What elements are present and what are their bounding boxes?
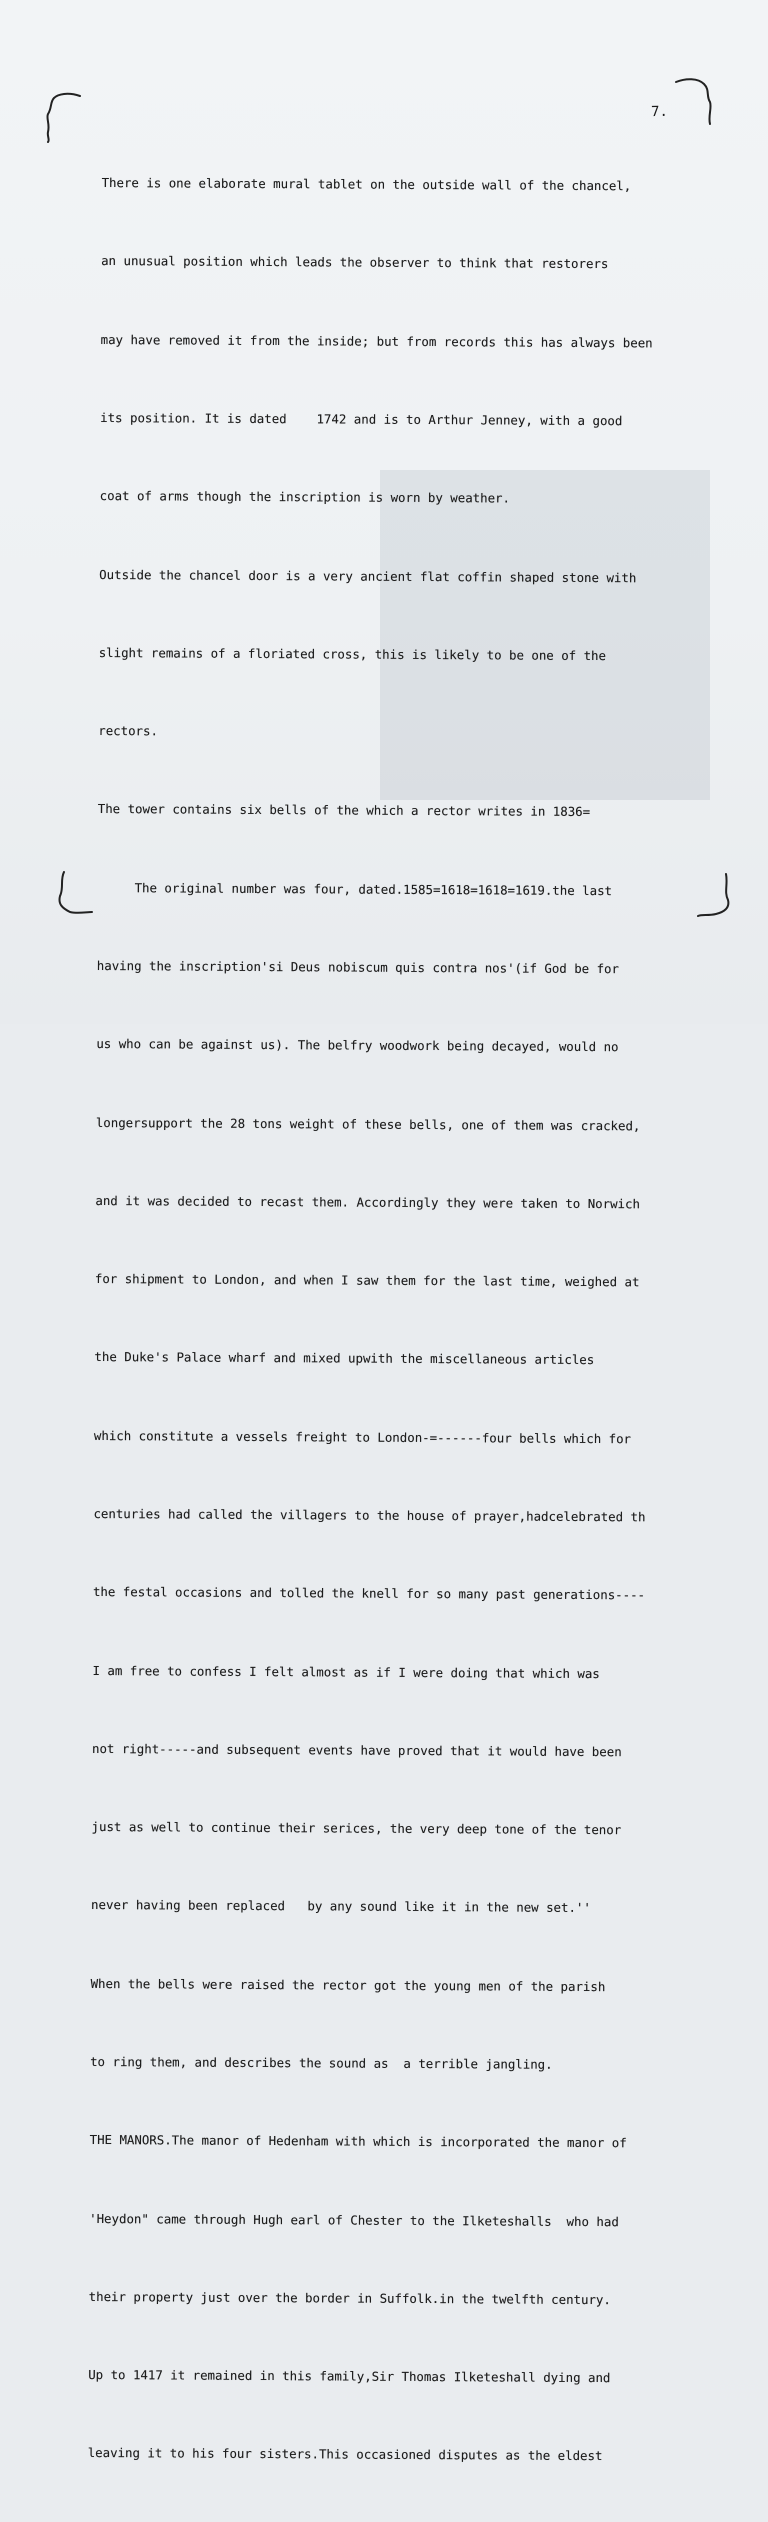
- text-line: not right-----and subsequent events have proved that it would have been: [91, 1740, 622, 1760]
- text-line: its position. It is dated 1742 and is to Arthur Jenney, with a good: [100, 410, 623, 429]
- text-line: The original number was four, dated.1585=1618=1618=1619.the last: [97, 879, 613, 898]
- text-line: and it was decided to recast them. Accordingly they were taken to Norwich: [95, 1192, 641, 1212]
- text-line: coat of arms though the inscription is worn by weather.: [99, 488, 511, 506]
- text-line: Up to 1417 it remained in this family,Sir Thomas Ilketeshall dying and: [88, 2367, 611, 2386]
- text-line: slight remains of a floriated cross, this is likely to be one of the: [98, 644, 607, 663]
- text-line: longersupport the 28 tons weight of these bells, one of them was cracked,: [95, 1114, 641, 1133]
- bottom-left-crop-bracket-icon: [50, 868, 100, 928]
- text-line: When the bells were raised the rector got the young men of the parish: [90, 1975, 606, 1994]
- bottom-right-crop-bracket-icon: [690, 870, 740, 930]
- text-line: Outside the chancel door is a very ancient flat coffin shaped stone with: [99, 566, 637, 585]
- text-line: just as well to continue their serices, the very deep tone of the tenor: [91, 1819, 622, 1838]
- page-number: 7.: [650, 103, 668, 121]
- text-line: I am free to confess I felt almost as if I were doing that which was: [92, 1662, 600, 1681]
- text-line: an unusual position which leads the observer to think that restorers: [101, 253, 609, 272]
- text-line: which constitute a vessels freight to London-=------four bells which for: [93, 1427, 632, 1446]
- text-line: There is one elaborate mural tablet on the outside wall of the chancel,: [101, 175, 632, 194]
- text-line: having the inscription'si Deus nobiscum quis contra nos'(if God be for: [96, 957, 620, 977]
- text-line: us who can be against us). The belfry woodwork being decayed, would no: [96, 1036, 619, 1055]
- typed-body-text: [87, 118, 682, 2522]
- text-line: may have removed it from the inside; but from records this has always been: [100, 331, 653, 351]
- text-line: for shipment to London, and when I saw them for the last time, weighed at: [94, 1271, 640, 1290]
- text-line: 'Heydon" came through Hugh earl of Chester to the Ilketeshalls who had: [89, 2210, 619, 2229]
- text-line: never having been replaced by any sound like it in the new set.'': [91, 1897, 591, 1916]
- text-line: the festal occasions and tolled the knell for so many past generations----: [92, 1584, 646, 1603]
- text-line: leaving it to his four sisters.This occasioned disputes as the eldest: [87, 2445, 603, 2464]
- top-left-crop-bracket-icon: [40, 88, 90, 148]
- text-line: The tower contains six bells of the which a rector writes in 1836=: [97, 801, 591, 820]
- text-line: rectors.: [98, 723, 158, 739]
- text-line: their property just over the border in Suffolk.in the twelfth century.: [88, 2288, 611, 2307]
- text-line: to ring them, and describes the sound as a terrible jangling.: [90, 2053, 553, 2072]
- text-line: the Duke's Palace wharf and mixed upwith the miscellaneous articles: [94, 1349, 595, 1368]
- text-line: THE MANORS.The manor of Hedenham with which is incorporated the manor of: [89, 2132, 627, 2151]
- text-line: centuries had called the villagers to the house of prayer,hadcelebrated th: [93, 1505, 646, 1525]
